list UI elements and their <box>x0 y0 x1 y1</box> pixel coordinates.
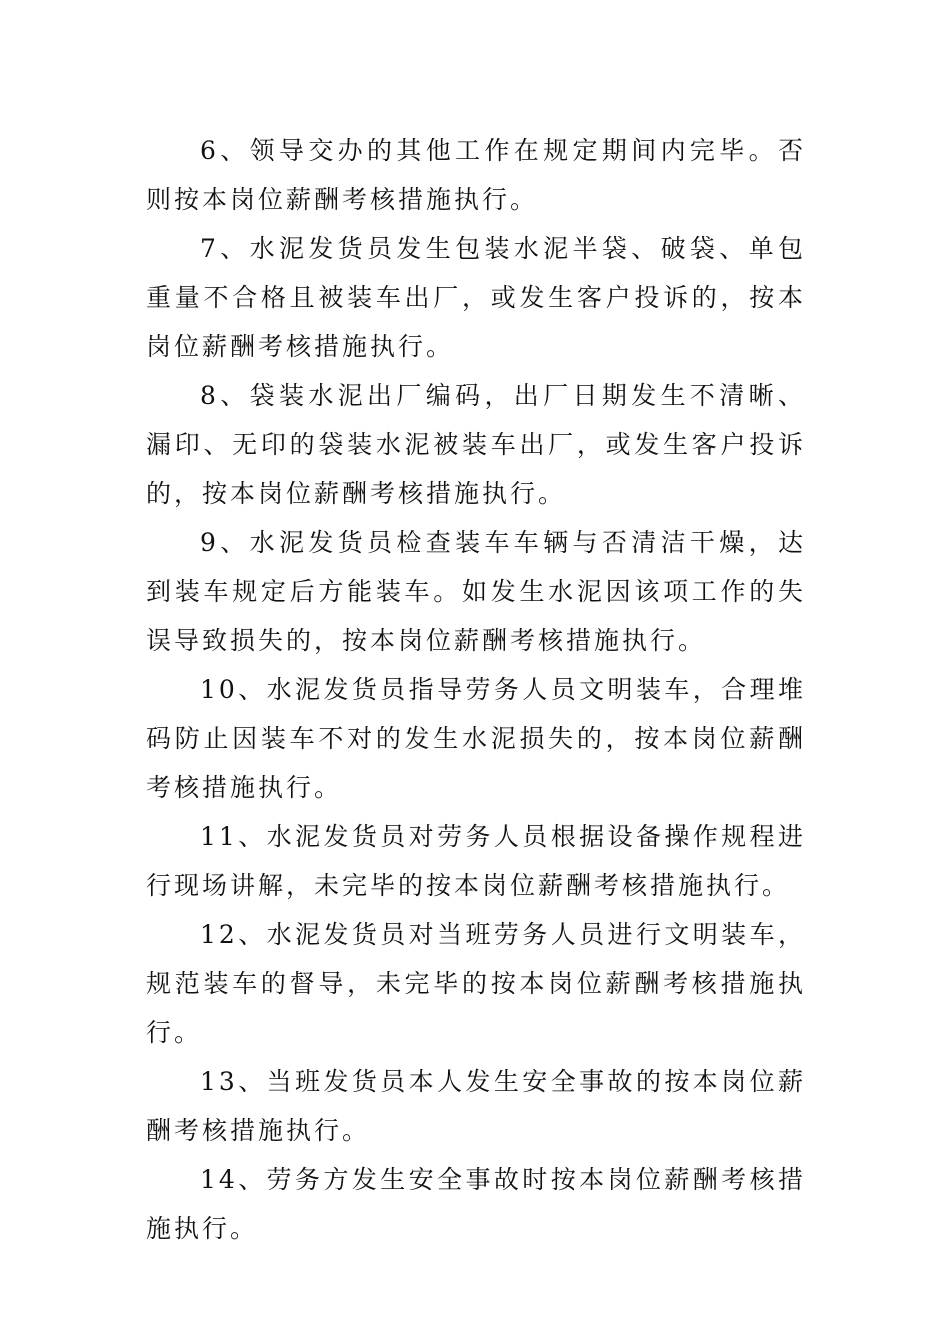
paragraph-item-11: 11、水泥发货员对劳务人员根据设备操作规程进行现场讲解，未完毕的按本岗位薪酬考核措施执行。 <box>146 822 806 900</box>
paragraph-item-8: 8、袋装水泥出厂编码，出厂日期发生不清晰、漏印、无印的袋装水泥被装车出厂，或发生客户投诉的，按本岗位薪酬考核措施执行。 <box>146 381 806 508</box>
paragraph-item-9: 9、水泥发货员检查装车车辆与否清洁干燥，达到装车规定后方能装车。如发生水泥因该项工作的失误导致损失的，按本岗位薪酬考核措施执行。 <box>146 528 806 655</box>
paragraph-item-7: 7、水泥发货员发生包装水泥半袋、破袋、单包重量不合格且被装车出厂，或发生客户投诉的，按本岗位薪酬考核措施执行。 <box>146 234 806 361</box>
paragraph-item-14: 14、劳务方发生安全事故时按本岗位薪酬考核措施执行。 <box>146 1165 806 1243</box>
paragraph-item-6: 6、领导交办的其他工作在规定期间内完毕。否则按本岗位薪酬考核措施执行。 <box>146 136 806 214</box>
paragraph-item-13: 13、当班发货员本人发生安全事故的按本岗位薪酬考核措施执行。 <box>146 1067 806 1145</box>
paragraph-item-10: 10、水泥发货员指导劳务人员文明装车，合理堆码防止因装车不对的发生水泥损失的，按本岗位薪酬考核措施执行。 <box>146 675 806 802</box>
paragraph-item-12: 12、水泥发货员对当班劳务人员进行文明装车，规范装车的督导，未完毕的按本岗位薪酬考核措施执行。 <box>146 920 806 1047</box>
document-body <box>146 126 806 1253</box>
